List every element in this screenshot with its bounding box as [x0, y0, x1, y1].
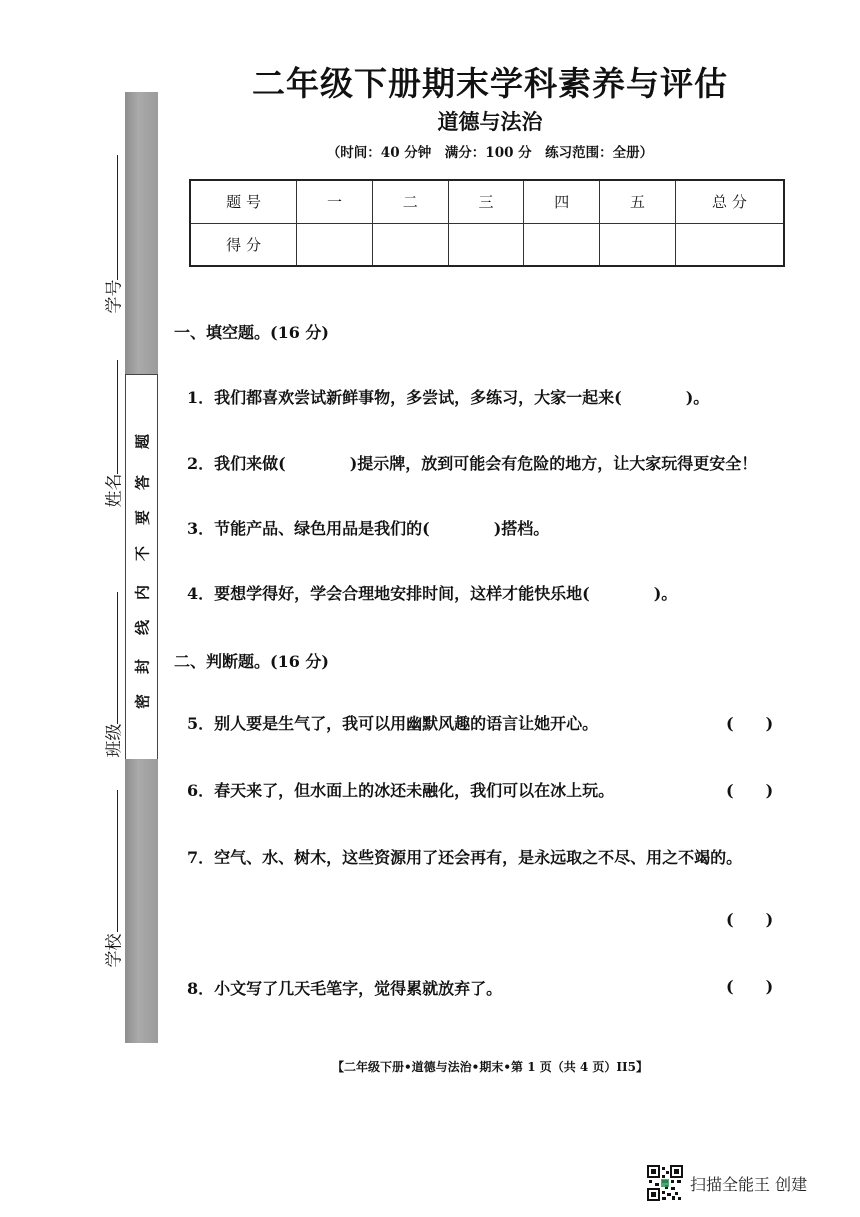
notice-char: 答	[133, 475, 152, 491]
score-header-cell: 题 号	[190, 180, 297, 223]
score-header-cell: 三	[448, 180, 524, 223]
score-cell[interactable]	[675, 223, 784, 266]
student-id-line[interactable]	[117, 155, 118, 280]
score-cell[interactable]	[372, 223, 448, 266]
school-label: 学校	[104, 933, 125, 968]
score-table-score-row	[190, 223, 784, 266]
watermark-text: 扫描全能王 创建	[690, 1175, 808, 1194]
notice-char: 封	[133, 659, 152, 675]
class-label: 班级	[104, 723, 125, 758]
score-header-cell: 四	[524, 180, 600, 223]
student-id-label: 学号	[104, 279, 125, 314]
score-table-header-row	[190, 180, 784, 223]
score-cell[interactable]	[297, 223, 373, 266]
question-2: 2．我们来做( )提示牌，放到可能会有危险的地方，让大家玩得更安全！	[187, 454, 758, 473]
exam-subject: 道德与法治	[437, 109, 543, 134]
student-name-line[interactable]	[117, 360, 118, 474]
score-cell[interactable]	[600, 223, 676, 266]
answer-bracket[interactable]: ( )	[726, 910, 774, 929]
question-5: 5．别人要是生气了，我可以用幽默风趣的语言让她开心。	[187, 714, 599, 733]
score-row-label: 得 分	[190, 223, 297, 266]
answer-bracket[interactable]: ( )	[726, 781, 774, 800]
notice-char: 不	[133, 546, 152, 562]
student-name-label: 姓名	[104, 473, 125, 508]
score-table	[189, 179, 785, 267]
exam-meta: （时间：40 分钟 满分：100 分 练习范围：全册）	[326, 145, 654, 161]
exam-title: 二年级下册期末学科素养与评估	[252, 64, 728, 103]
score-cell[interactable]	[524, 223, 600, 266]
answer-bracket[interactable]: ( )	[726, 977, 774, 996]
section-title: 一、填空题。(16 分)	[174, 323, 329, 342]
score-header-cell: 五	[600, 180, 676, 223]
score-header-cell: 总 分	[675, 180, 784, 223]
score-header-cell: 二	[372, 180, 448, 223]
notice-char: 要	[133, 510, 152, 526]
notice-char: 密	[133, 694, 152, 710]
notice-char: 线	[133, 620, 152, 636]
question-1: 1．我们都喜欢尝试新鲜事物，多尝试，多练习，大家一起来( )。	[187, 388, 710, 407]
qr-code-icon	[647, 1165, 683, 1201]
question-3: 3．节能产品、绿色用品是我们的( )搭档。	[187, 519, 550, 538]
school-line[interactable]	[117, 790, 118, 932]
class-line[interactable]	[117, 592, 118, 724]
score-header-cell: 一	[297, 180, 373, 223]
notice-char: 题	[133, 434, 152, 450]
question-6: 6．春天来了，但水面上的冰还未融化，我们可以在冰上玩。	[187, 781, 615, 800]
binding-strip-bottom	[125, 759, 158, 1043]
section-title: 二、判断题。(16 分)	[174, 652, 329, 671]
answer-bracket[interactable]: ( )	[726, 714, 774, 733]
binding-strip-top	[125, 92, 158, 374]
question-4: 4．要想学得好，学会合理地安排时间，这样才能快乐地( )。	[187, 584, 678, 603]
notice-char: 内	[133, 585, 152, 601]
question-8: 8．小文写了几天毛笔字，觉得累就放弃了。	[187, 979, 503, 998]
score-cell[interactable]	[448, 223, 524, 266]
question-7: 7．空气、水、树木，这些资源用了还会再有，是永远取之不尽、用之不竭的。	[187, 848, 743, 867]
page-footer: 【二年级下册•道德与法治•期末•第 1 页（共 4 页）II5】	[332, 1060, 648, 1074]
